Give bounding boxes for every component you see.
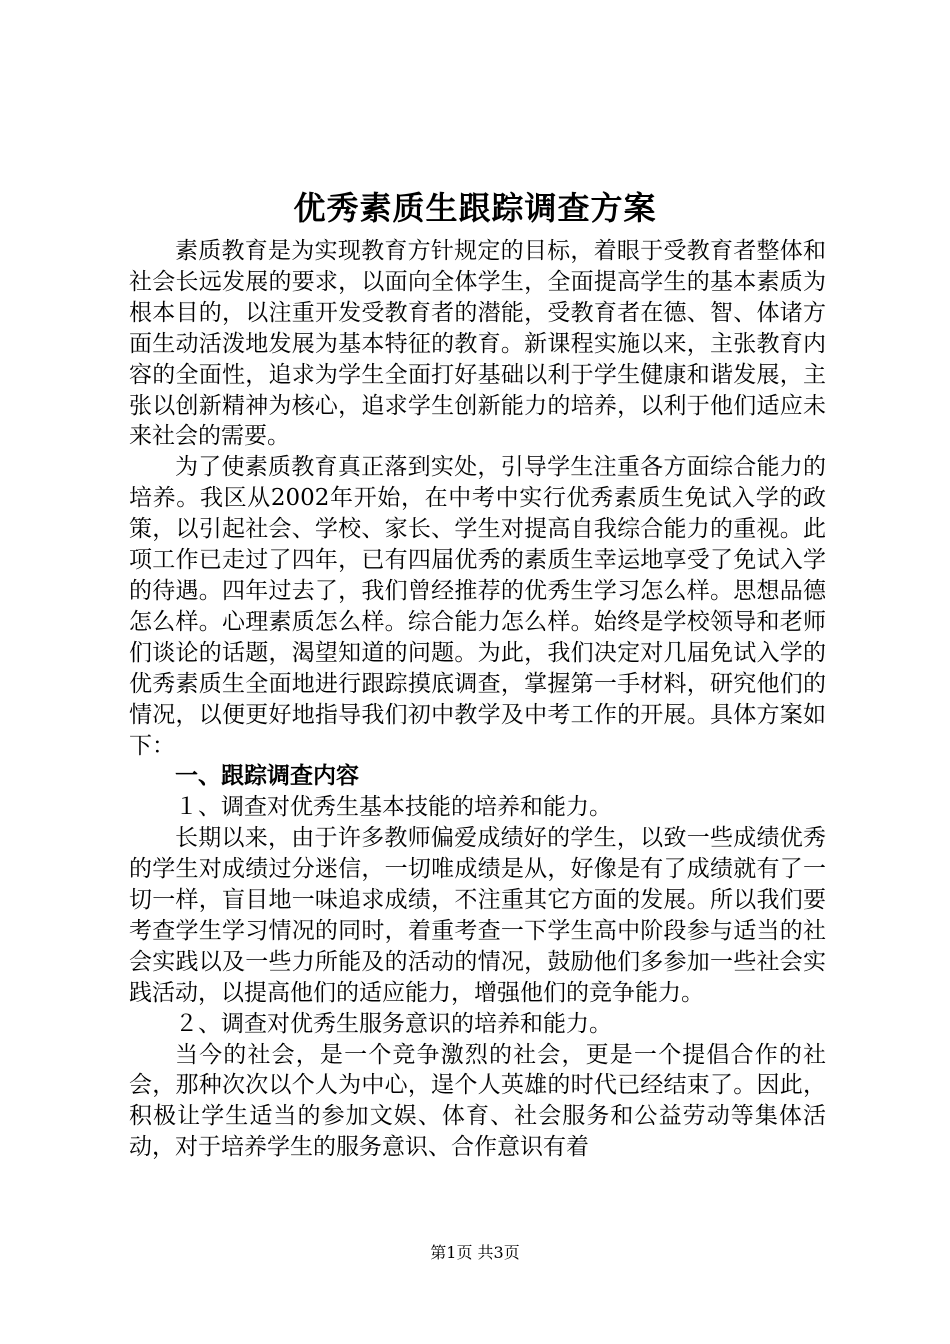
section-heading-content: 一、跟踪调查内容 bbox=[175, 763, 359, 790]
page-footer: 第1页 共3页 bbox=[430, 1243, 520, 1262]
subsection-heading-2: ２、调查对优秀生服务意识的培养和能力。 bbox=[175, 1010, 612, 1037]
subsection-heading-1: １、调查对优秀生基本技能的培养和能力。 bbox=[175, 794, 612, 821]
document-body bbox=[129, 236, 826, 1163]
document-title: 优秀素质生跟踪调查方案 bbox=[293, 189, 657, 227]
paragraph-skills: 长期以来，由于许多教师偏爱成绩好的学生，以致一些成绩优秀的学生对成绩过分迷信，一切唯成绩是从，好像是有了成绩就有了一切一样，盲目地一味追求成绩，不注重其它方面的发展。所以我们要考查学生学习情况的同时，着重考查一下学生高中阶段参与适当的社会实践以及一些力所能及的活动的情况，鼓励他们多参加一些社会实践活动，以提高他们的适应能力，增强他们的竞争能力。 bbox=[129, 825, 826, 1006]
paragraph-background: 为了使素质教育真正落到实处，引导学生注重各方面综合能力的培养。我区从2002年开始，在中考中实行优秀素质生免试入学的政策，以引起社会、学校、家长、学生对提高自我综合能力的重视。此项工作已走过了四年，已有四届优秀的素质生幸运地享受了免试入学的待遇。四年过去了，我们曾经推荐的优秀生学习怎么样。思想品德怎么样。心理素质怎么样。综合能力怎么样。始终是学校领导和老师们谈论的话题，渴望知道的问题。为此，我们决定对几届免试入学的优秀素质生全面地进行跟踪摸底调查，掌握第一手材料，研究他们的情况，以便更好地指导我们初中教学及中考工作的开展。具体方案如下： bbox=[129, 454, 826, 759]
paragraph-service: 当今的社会，是一个竞争激烈的社会，更是一个提倡合作的社会，那种次次以个人为中心，逞个人英雄的时代已经结束了。因此，积极让学生适当的参加文娱、体育、社会服务和公益劳动等集体活动，对于培养学生的服务意识、合作意识有着 bbox=[129, 1041, 826, 1161]
paragraph-intro: 素质教育是为实现教育方针规定的目标，着眼于受教育者整体和社会长远发展的要求，以面向全体学生，全面提高学生的基本素质为根本目的，以注重开发受教育者的潜能，受教育者在德、智、体诸方面生动活泼地发展为基本特征的教育。新课程实施以来，主张教育内容的全面性，追求为学生全面打好基础以利于学生健康和谐发展，主张以创新精神为核心，追求学生创新能力的培养，以利于他们适应未来社会的需要。 bbox=[129, 238, 826, 450]
